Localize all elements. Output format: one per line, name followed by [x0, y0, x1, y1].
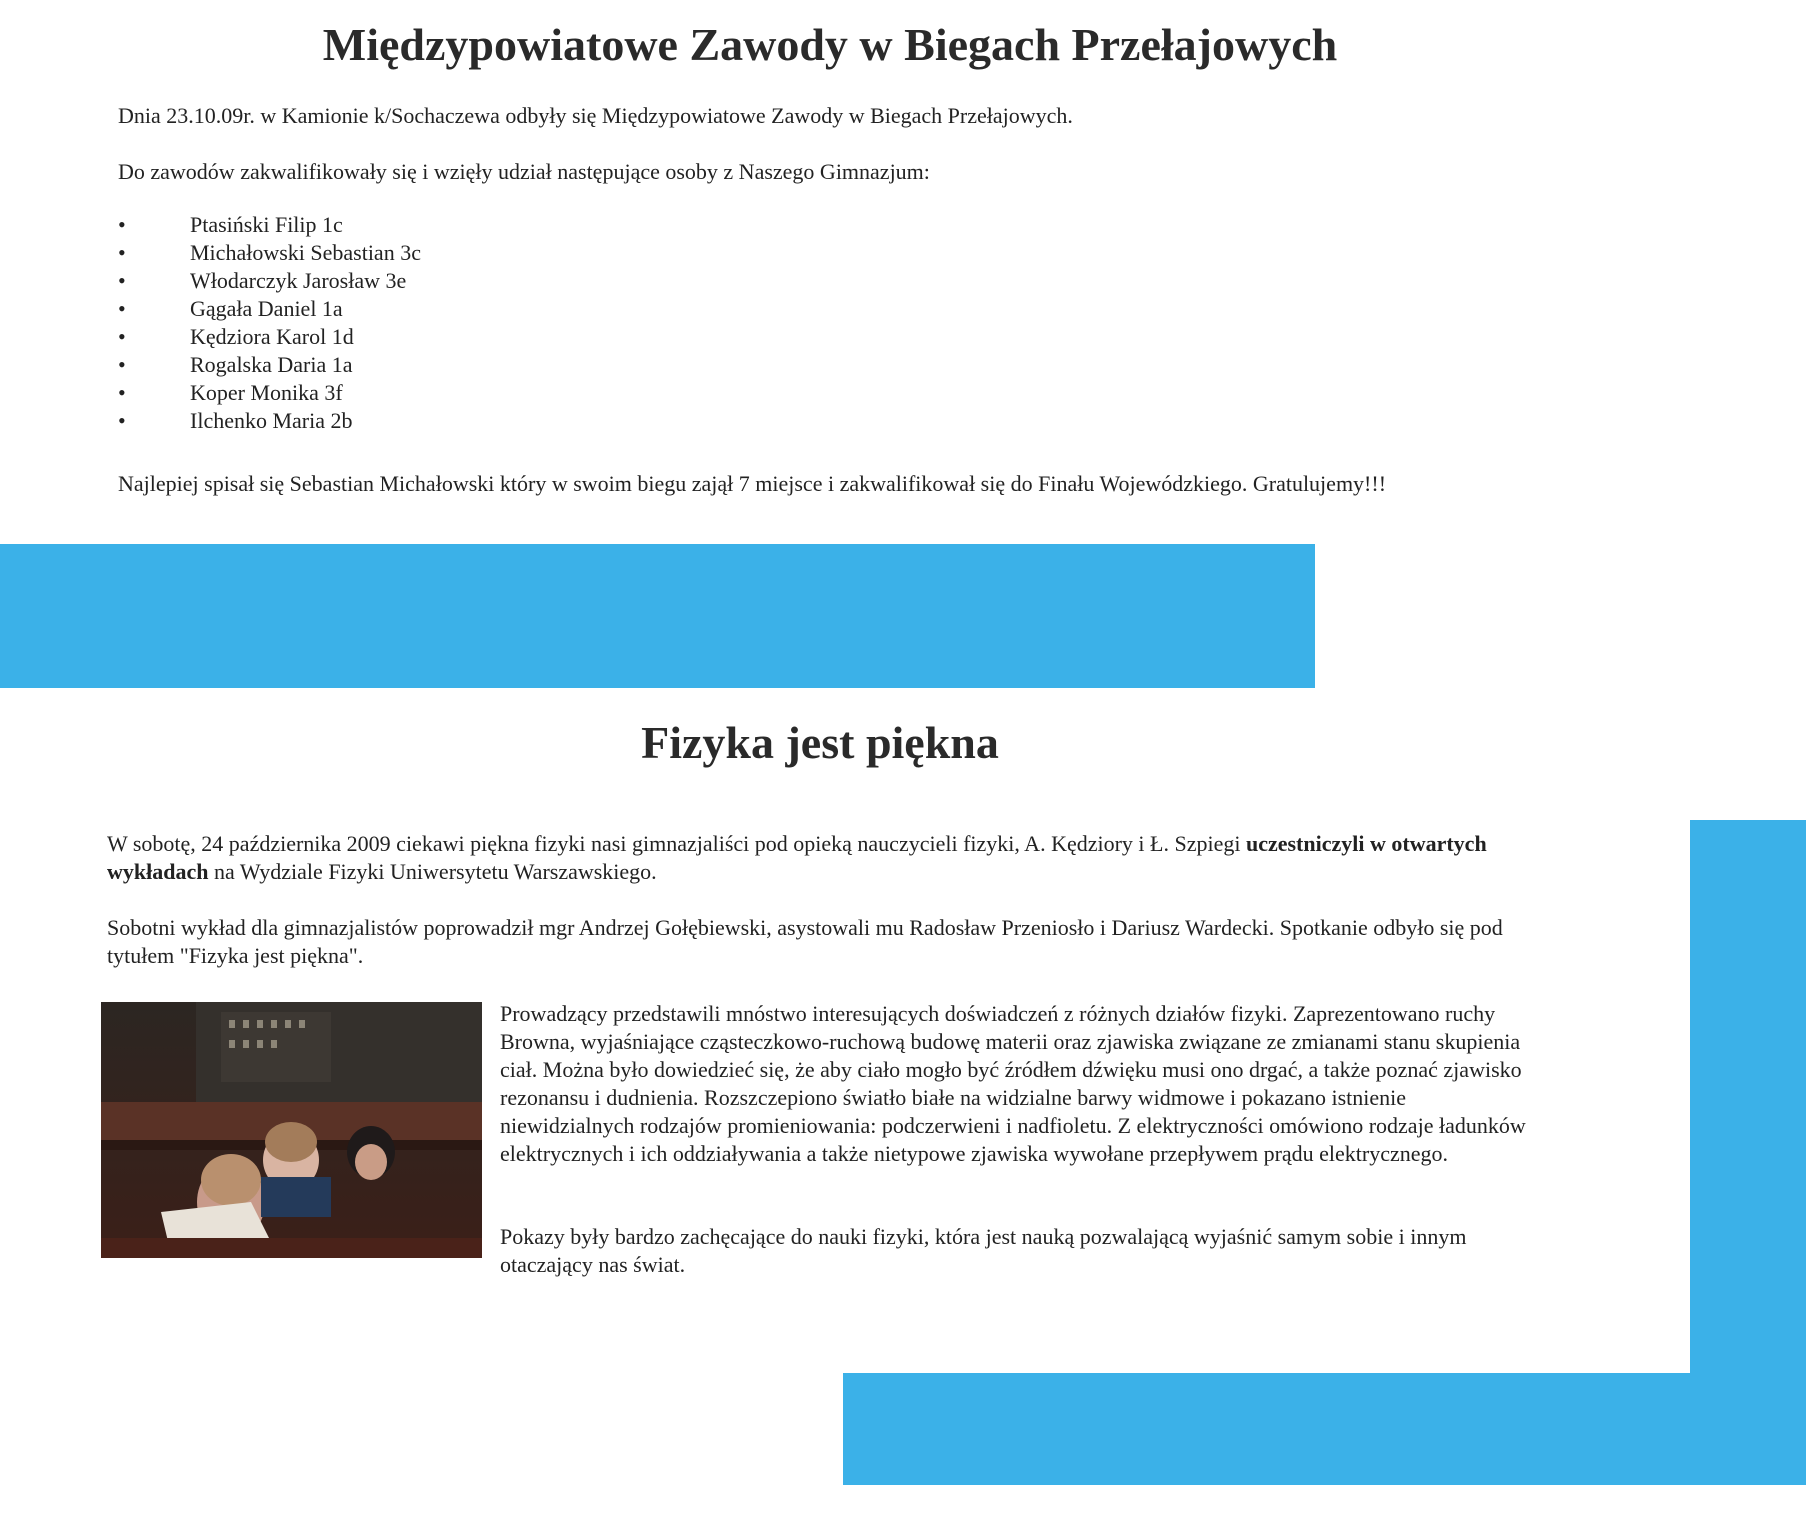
- list-item: • Włodarczyk Jarosław 3e: [118, 267, 421, 295]
- list-item: • Michałowski Sebastian 3c: [118, 239, 421, 267]
- article1-summary: Najlepiej spisał się Sebastian Michałowski który w swoim biegu zajął 7 miejsce i zakwalifikował się do Finału Wojewódzkiego. Gratulujemy!!!: [118, 471, 1387, 496]
- article2-paragraph-4: Pokazy były bardzo zachęcające do nauki fizyki, która jest nauką pozwalającą wyjaśnić samym sobie i innym otaczający nas świat.: [500, 1224, 1467, 1277]
- article1-list-intro: Do zawodów zakwalifikowały się i wzięły udział następujące osoby z Naszego Gimnazjum:: [118, 159, 930, 184]
- list-item: • Ilchenko Maria 2b: [118, 407, 421, 435]
- list-item: • Gągała Daniel 1a: [118, 295, 421, 323]
- paragraph-1-bold: uczestniczyli w otwartych wykładach: [107, 831, 1487, 884]
- article2-paragraph-3: Prowadzący przedstawili mnóstwo interesujących doświadczeń z różnych działów fizyki. Zaprezentowano ruchy Browna, wyjaśniające cząsteczkowo-ruchową budowę materii oraz zjawiska związane ze zmianami stanu skupienia ciał. Można było dowiedzieć się, że aby ciało mogło być źródłem dźwięku musi ono drgać, a także poznać zjawisko rezonansu i dudnienia. Rozszczepiono światło białe na widzialne barwy widmowe i pokazano istnienie niewidzialnych rodzajów promieniowania: podczerwieni i nadfioletu. Z elektryczności omówiono rodzaje ładunków elektrycznych i ich oddziaływania a także nietypowe zjawiska wywołane przepływem prądu elektrycznego.: [500, 1001, 1526, 1166]
- photo-illustration: [101, 1002, 482, 1258]
- lecture-photo: [101, 1002, 482, 1258]
- decorative-band-top: [0, 544, 1315, 688]
- article2-paragraph-1: [107, 830, 1547, 886]
- article1-title: Międzypowiatowe Zawody w Biegach Przełajowych: [322, 19, 1338, 70]
- article2-title: Fizyka jest piękna: [641, 717, 999, 768]
- list-item: • Ptasiński Filip 1c: [118, 211, 421, 239]
- participants-list: [118, 211, 421, 435]
- decorative-band-bottom-horizontal: [843, 1373, 1806, 1485]
- article2-paragraph-2: Sobotni wykład dla gimnazjalistów poprowadził mgr Andrzej Gołębiewski, asystowali mu Radosław Przeniosło i Dariusz Wardecki. Spotkanie odbyło się pod tytułem "Fizyka jest piękna".: [107, 915, 1503, 968]
- list-item: • Rogalska Daria 1a: [118, 351, 421, 379]
- list-item: • Koper Monika 3f: [118, 379, 421, 407]
- list-item: • Kędziora Karol 1d: [118, 323, 421, 351]
- paragraph-1-end: na Wydziale Fizyki Uniwersytetu Warszawskiego.: [208, 859, 657, 884]
- paragraph-1-start: W sobotę, 24 października 2009 ciekawi piękna fizyki nasi gimnazjaliści pod opieką nauczycieli fizyki, A. Kędziory i Ł. Szpiegi: [107, 831, 1246, 856]
- article1-intro: Dnia 23.10.09r. w Kamionie k/Sochaczewa odbyły się Międzypowiatowe Zawody w Biegach Przełajowych.: [118, 103, 1073, 128]
